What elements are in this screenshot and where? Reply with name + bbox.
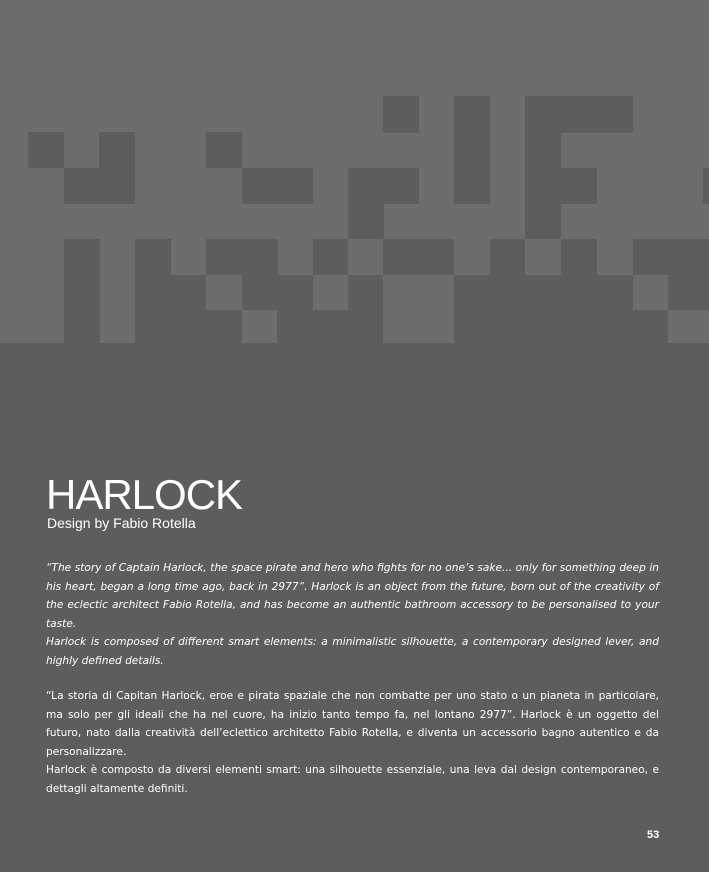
italian-paragraph-2: Harlock è composto da diversi elementi smart: una silhouette essenziale, una leva dal design contemporaneo, e dettagli altamente definiti. bbox=[46, 764, 659, 795]
italian-description bbox=[46, 687, 659, 798]
english-paragraph-1: “The story of Captain Harlock, the space pirate and hero who fights for no one’s sake... only for something deep in his heart, began a long time ago, back in 2977”. Harlock is an object from the future, born out of the creativity of the eclectic architect Fabio Rotella, and has become an authentic bathroom accessory to be personalised to your taste. bbox=[46, 562, 659, 630]
page-number: 53 bbox=[647, 829, 660, 841]
english-paragraph-2: Harlock is composed of different smart elements: a minimalistic silhouette, a contemporary designed lever, and highly defined details. bbox=[46, 636, 659, 667]
english-description bbox=[46, 559, 659, 670]
designer-credit: Design by Fabio Rotella bbox=[47, 515, 196, 531]
italian-paragraph-1: “La storia di Capitan Harlock, eroe e pirata spaziale che non combatte per uno stato o un pianeta in particolare, ma solo per gli ideali che ha nel cuore, ha inizio tanto tempo fa, nel lontano 2977”. Harlock è un oggetto del futuro, nato dalla creatività dell’eclettico architetto Fabio Rotella, e diventa un accessorio bagno autentico e da personalizzare. bbox=[46, 690, 659, 758]
product-title: HARLOCK bbox=[46, 471, 243, 518]
pixel-pattern bbox=[0, 0, 709, 343]
